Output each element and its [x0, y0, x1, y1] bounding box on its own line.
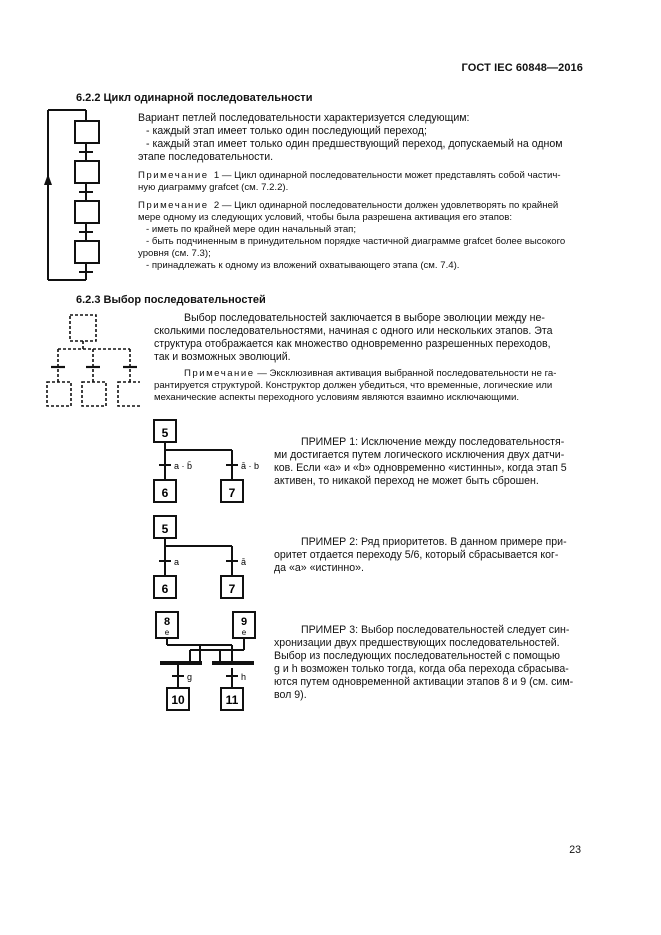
example-2-diagram	[148, 510, 268, 602]
example-1-text: активен, то никакой переход не может быть сброшен.	[274, 475, 539, 487]
note-text: 1 — Цикл одинарной последовательности может представлять собой частич-	[213, 170, 561, 181]
transition-condition: ā	[241, 557, 247, 567]
example-1-text: ПРИМЕР 1: Исключение между последовательностя-	[301, 436, 565, 448]
section-623-paragraph: Выбор последовательностей заключается в выборе эволюции между не-	[184, 312, 545, 324]
transition-condition: ā · b	[241, 461, 260, 471]
step-label: 9	[240, 616, 248, 628]
example-3-text: ются путем одновременной активации этапов 8 и 9 (см. сим-	[274, 676, 574, 688]
example-1-text: ков. Если «a» и «b» одновременно «истинны», когда этап 5	[274, 462, 567, 474]
note-text: — Эксклюзивная активация выбранной последовательности не га-	[257, 368, 557, 379]
list-item: этапе последовательности.	[138, 151, 274, 163]
list-item: уровня (см. 7.3);	[138, 248, 211, 259]
example-3-text: Выбор из последующих последовательностей с помощью	[274, 650, 560, 662]
step-label: 8	[163, 616, 171, 628]
step-label: 7	[228, 582, 236, 596]
section-623-paragraph: сколькими последовательностями, начиная с одного или нескольких этапов. Эта	[154, 325, 553, 337]
transition-condition: g	[187, 672, 193, 682]
note-text: рантируется структурой. Конструктор должен убедиться, что временные, логические или	[154, 380, 553, 391]
example-2-text: оритет отдается переходу 5/6, который сбрасывается ког-	[274, 549, 559, 561]
transition-condition: a · b̄	[174, 461, 193, 471]
section-623-paragraph: так и возможных эволюций.	[154, 351, 291, 363]
list-item: - быть подчиненным в принудительном порядке частичной диаграмме grafcet более высокого	[146, 236, 566, 247]
standard-header: ГОСТ IEC 60848—2016	[461, 62, 583, 74]
step-condition: e	[241, 628, 247, 637]
example-3-text: вол 9).	[274, 689, 307, 701]
list-item: - каждый этап имеет только один предшествующий переход, допускаемый на одном	[146, 138, 563, 150]
note-text: мере одному из следующих условий, чтобы была разрешена активация его этапов:	[138, 212, 512, 223]
step-label: 6	[161, 486, 169, 500]
example-2-text: да «a» «истинно».	[274, 562, 364, 574]
step-label: 5	[161, 426, 169, 440]
example-2-text: ПРИМЕР 2: Ряд приоритетов. В данном примере при-	[301, 536, 567, 548]
note-text: ную диаграмму grafcet (см. 7.2.2).	[138, 182, 289, 193]
example-3-text: ПРИМЕР 3: Выбор последовательностей следует син-	[301, 624, 570, 636]
example-3-text: хронизации двух предшествующих последовательностей.	[274, 637, 560, 649]
list-item: - иметь по крайней мере один начальный этап;	[146, 224, 357, 235]
section-622-intro: Вариант петлей последовательности характеризуется следующим:	[138, 112, 470, 124]
transition-condition: a	[174, 557, 180, 567]
list-item: - принадлежать к одному из вложений охватывающего этапа (см. 7.4).	[146, 260, 460, 271]
section-title-623: 6.2.3 Выбор последовательностей	[76, 294, 266, 306]
page-number: 23	[569, 844, 581, 856]
loop-sequence-diagram	[38, 108, 118, 288]
example-1-diagram	[148, 414, 268, 506]
note-label: Примечание	[138, 200, 209, 211]
step-label: 5	[161, 522, 169, 536]
step-condition: e	[164, 628, 170, 637]
note-text: 2 — Цикл одинарной последовательности должен удовлетворять по крайней	[213, 200, 559, 211]
list-item: - каждый этап имеет только один последующий переход;	[146, 125, 427, 137]
step-label: 11	[225, 693, 239, 707]
note-label: Примечание	[184, 368, 255, 379]
step-label: 6	[161, 582, 169, 596]
sequence-selection-diagram	[40, 312, 140, 412]
section-title-622: 6.2.2 Цикл одинарной последовательности	[76, 92, 313, 104]
note-text: механические аспекты переходного условиям являются взаимно исключающими.	[154, 392, 519, 403]
example-3-diagram	[148, 608, 268, 716]
example-3-text: g и h возможен только тогда, когда оба перехода сбрасыва-	[274, 663, 569, 675]
section-623-paragraph: структура отображается как множество одновременно разрешенных переходов,	[154, 338, 551, 350]
step-label: 7	[228, 486, 236, 500]
note-label: Примечание	[138, 170, 209, 181]
step-label: 10	[171, 693, 185, 707]
example-1-text: ми достигается путем логического исключения двух датчи-	[274, 449, 565, 461]
transition-condition: h	[241, 672, 247, 682]
